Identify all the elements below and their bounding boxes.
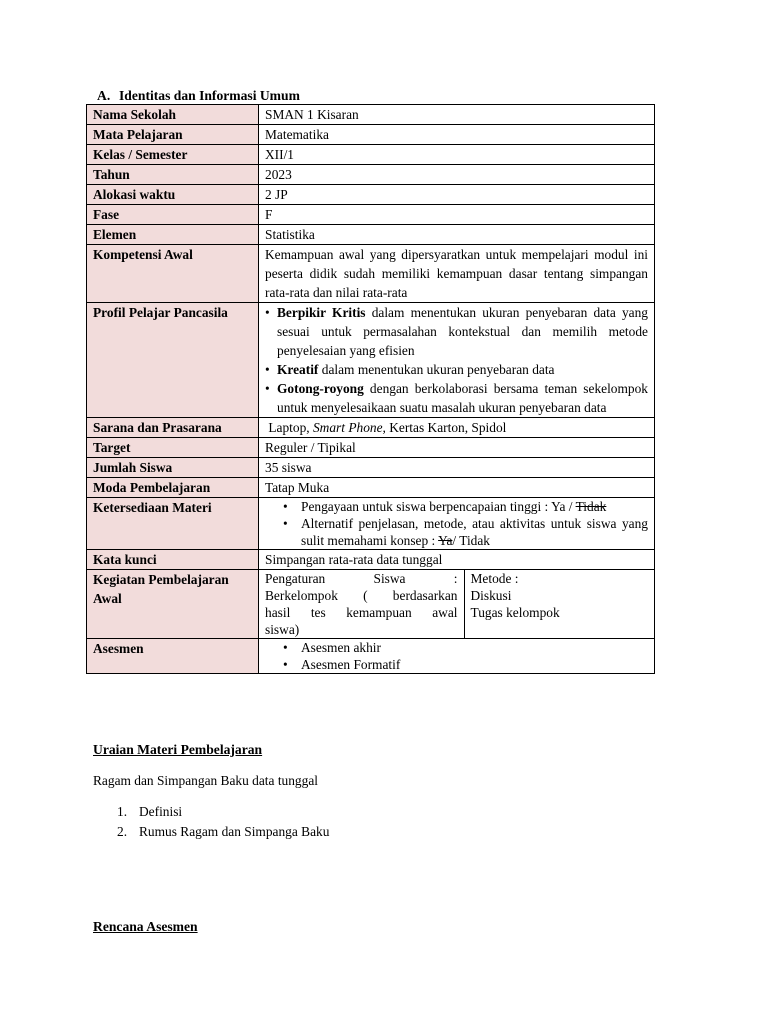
list-item — [301, 498, 648, 515]
list-item: • Asesmen Formatif — [301, 656, 648, 673]
list-number: 1. — [117, 804, 128, 819]
row-label: Kompetensi Awal — [87, 245, 259, 303]
row-value: Simpangan rata-rata data tunggal — [259, 550, 655, 570]
row-label: Elemen — [87, 225, 259, 245]
list-item — [93, 822, 329, 842]
row-label: Fase — [87, 205, 259, 225]
table-row — [87, 185, 655, 205]
pengaturan-cell — [265, 570, 464, 638]
row-label: Kelas / Semester — [87, 145, 259, 165]
row-label: Target — [87, 438, 259, 458]
rencana-heading: Rencana Asesmen — [93, 919, 198, 934]
row-value — [259, 303, 655, 418]
section-title: Identitas dan Informasi Umum — [119, 88, 300, 103]
row-value: Tatap Muka — [259, 478, 655, 498]
section-letter: A. — [97, 88, 111, 103]
sarana-text: Laptop, — [268, 420, 313, 435]
uraian-heading: Uraian Materi Pembelajaran — [93, 742, 263, 757]
list-item — [301, 515, 648, 549]
table-row — [87, 205, 655, 225]
asesmen-list — [265, 639, 648, 673]
profil-item-title: Kreatif — [277, 362, 319, 377]
profil-item-title: Berpikir Kritis — [277, 305, 366, 320]
list-item: • Asesmen akhir — [301, 639, 648, 656]
row-value: F — [259, 205, 655, 225]
table-row — [87, 570, 655, 639]
row-value: 35 siswa — [259, 458, 655, 478]
profil-item-text: dalam menentukan ukuran penyebaran data — [318, 362, 555, 377]
row-value: 2 JP — [259, 185, 655, 205]
struck-option: Tidak — [575, 499, 607, 514]
list-text: Definisi — [139, 804, 183, 819]
profil-item-text: dalam menentukan ukuran penyebaran data yang sesuai untuk permasalahan kontekstual dan memilih metode penyelesaian yang efisien — [277, 305, 648, 358]
metode-title: Metode : — [470, 571, 519, 586]
pengaturan-line: Pengaturan Siswa : — [265, 571, 458, 586]
option-text: Alternatif penjelasan, metode, atau aktivitas untuk siswa yang sulit memahami konsep : — [301, 516, 648, 548]
row-label: Kata kunci — [87, 550, 259, 570]
metode-item: Diskusi — [470, 588, 512, 603]
metode-cell — [464, 570, 654, 638]
table-row — [87, 498, 655, 550]
row-label: Jumlah Siswa — [87, 458, 259, 478]
uraian-intro: Ragam dan Simpangan Baku data tunggal — [93, 773, 318, 788]
row-label: Kegiatan Pembelajaran Awal — [87, 570, 259, 639]
list-number: 2. — [117, 824, 128, 839]
list-text: Rumus Ragam dan Simpanga Baku — [139, 824, 330, 839]
row-label: Moda Pembelajaran — [87, 478, 259, 498]
list-item — [265, 303, 648, 360]
row-value: SMAN 1 Kisaran — [259, 105, 655, 125]
row-value — [259, 570, 655, 639]
row-label: Mata Pelajaran — [87, 125, 259, 145]
row-label: Alokasi waktu — [87, 185, 259, 205]
kegiatan-subtable — [265, 570, 654, 638]
sarana-italic: Smart Phone, — [312, 420, 386, 435]
row-value — [259, 418, 655, 438]
list-item — [265, 379, 648, 417]
materi-list — [93, 802, 329, 842]
row-value: Kemampuan awal yang dipersyaratkan untuk mempelajari modul ini peserta didik sudah memiliki kemampuan dasar tentang simpangan rata-rata dan nilai rata-rata — [259, 245, 655, 303]
row-label: Sarana dan Prasarana — [87, 418, 259, 438]
row-label: Ketersediaan Materi — [87, 498, 259, 550]
section-a-heading — [97, 87, 300, 105]
row-label: Tahun — [87, 165, 259, 185]
list-item — [93, 802, 329, 822]
row-value: Reguler / Tipikal — [259, 438, 655, 458]
identity-table — [86, 104, 655, 674]
pengaturan-line: siswa) — [265, 622, 300, 637]
table-row — [87, 418, 655, 438]
table-row — [87, 165, 655, 185]
sarana-text-end: Kertas Karton, Spidol — [385, 420, 507, 435]
table-row — [87, 550, 655, 570]
pengaturan-line: hasil tes kemampuan awal — [265, 605, 458, 620]
profil-list — [265, 303, 648, 417]
row-label: Profil Pelajar Pancasila — [87, 303, 259, 418]
table-row — [87, 303, 655, 418]
struck-option: Ya — [438, 533, 453, 548]
row-label: Asesmen — [87, 639, 259, 674]
table-row — [87, 458, 655, 478]
table-row — [87, 245, 655, 303]
row-value — [259, 498, 655, 550]
row-value: Matematika — [259, 125, 655, 145]
table-row — [87, 478, 655, 498]
table-row — [87, 125, 655, 145]
table-row — [87, 105, 655, 125]
pengaturan-line: Berkelompok ( berdasarkan — [265, 588, 458, 603]
option-text-end: / Tidak — [452, 533, 490, 548]
ketersediaan-list — [265, 498, 648, 549]
metode-item: Tugas kelompok — [470, 605, 560, 620]
row-value: Statistika — [259, 225, 655, 245]
table-row — [87, 639, 655, 674]
table-row — [87, 145, 655, 165]
profil-item-text: dengan berkolaborasi bersama teman sekelompok untuk menyelesaikaan suatu masalah ukuran penyebaran data — [277, 381, 648, 415]
row-value: 2023 — [259, 165, 655, 185]
table-row — [87, 438, 655, 458]
row-value: XII/1 — [259, 145, 655, 165]
row-value — [259, 639, 655, 674]
table-row — [87, 225, 655, 245]
list-item — [265, 360, 648, 379]
option-text: Pengayaan untuk siswa berpencapaian tinggi : Ya / — [301, 499, 576, 514]
row-label: Nama Sekolah — [87, 105, 259, 125]
profil-item-title: Gotong-royong — [277, 381, 364, 396]
